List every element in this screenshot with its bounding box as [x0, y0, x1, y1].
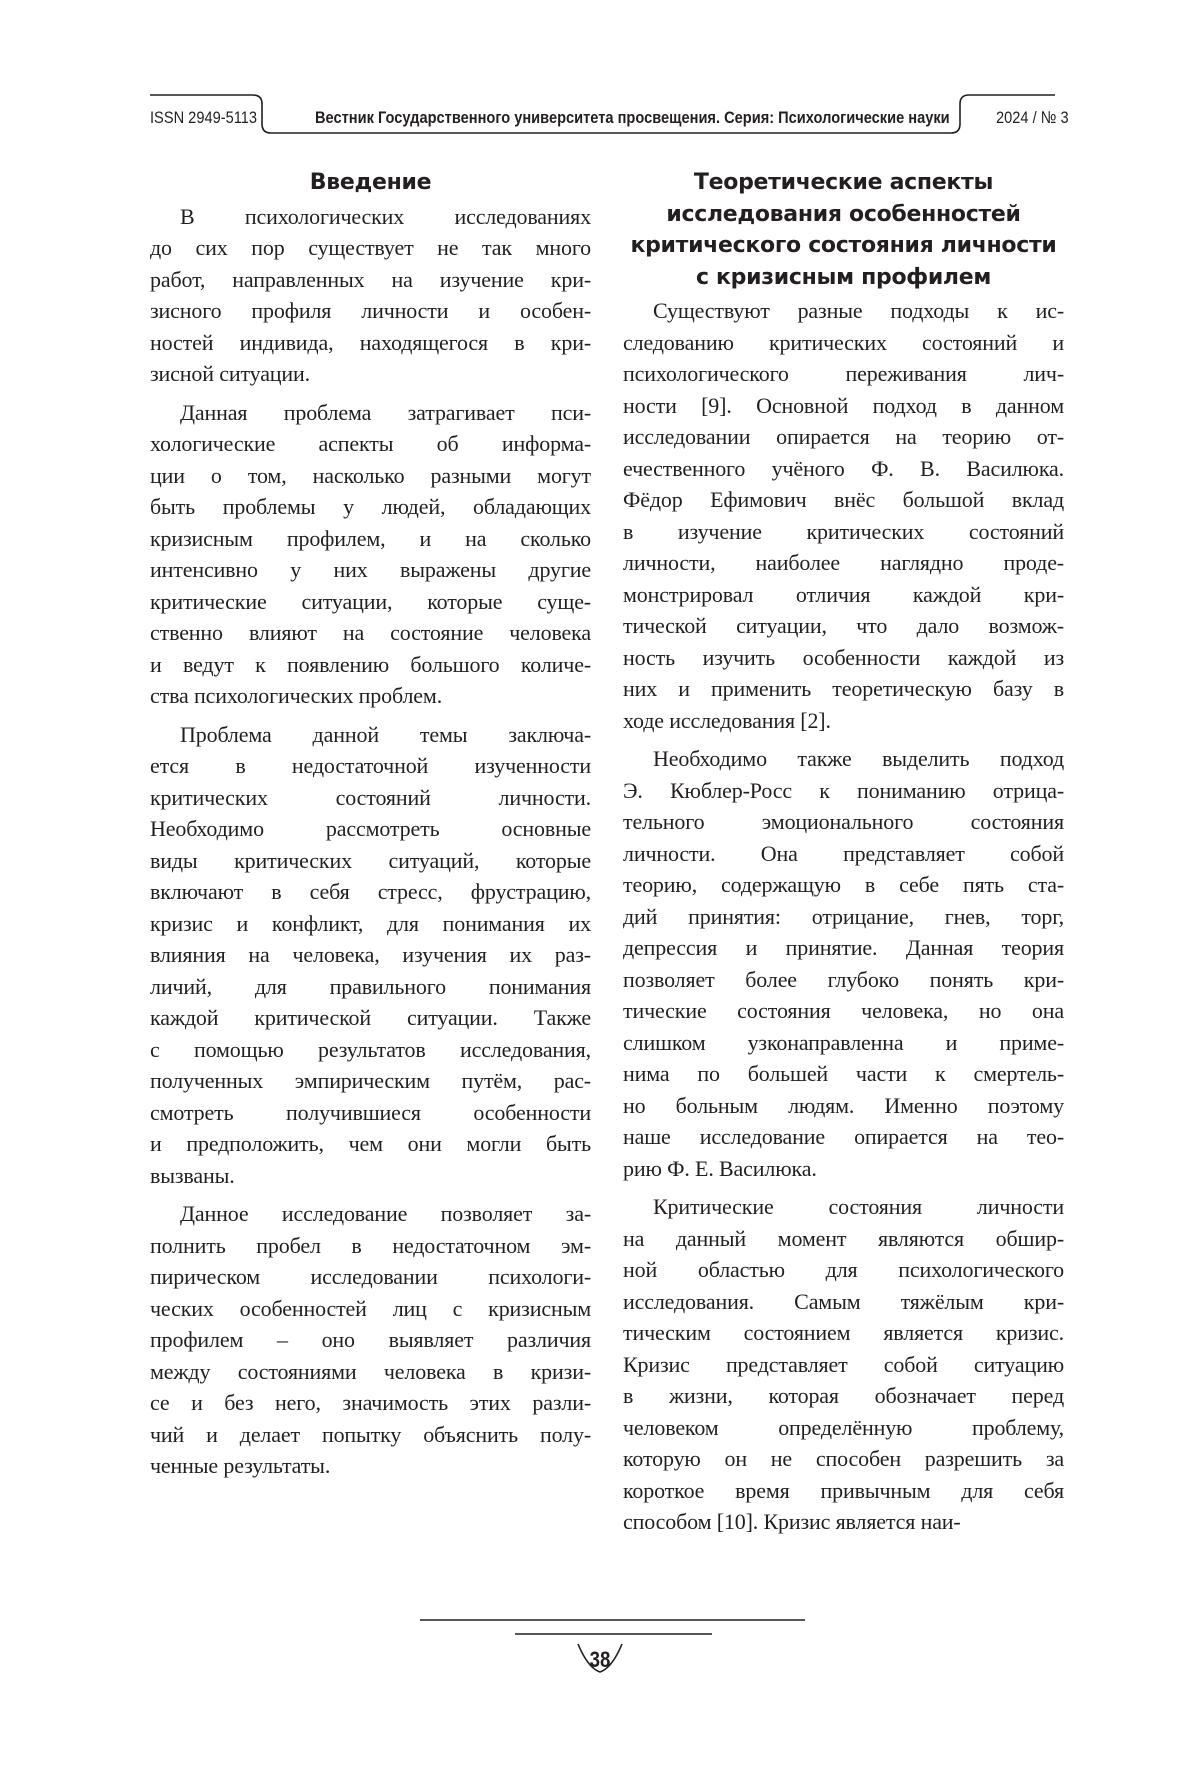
text-line: тическим состоянием является кризис. [623, 1320, 1064, 1345]
heading-line: Теоретические аспекты [693, 170, 994, 195]
text-line: виды критических ситуаций, которые [150, 847, 591, 873]
text-line: кризисным профилем, и на сколько [150, 525, 591, 551]
section-heading-theory [623, 167, 1064, 293]
text-line: короткое время привычным для себя [623, 1477, 1064, 1503]
text-line: с помощью результатов исследования, [150, 1036, 591, 1062]
text-line: ции о том, насколько разными могут [150, 462, 591, 488]
text-line: и ведут к появлению большого количе- [150, 651, 591, 677]
running-header [0, 0, 1200, 160]
text-line: критических состояний личности. [150, 784, 591, 810]
text-line: Необходимо также выделить подход [653, 746, 1064, 771]
text-line: которую он не способен разрешить за [623, 1446, 1064, 1471]
text-line: полнить пробел в недостаточном эм- [150, 1232, 591, 1258]
text-line: пирическом исследовании психологи- [150, 1264, 591, 1289]
right-body [623, 295, 1064, 1538]
text-line: до сих пор существует не так много [150, 235, 591, 260]
section-heading-introduction: Введение [309, 170, 432, 195]
heading-line: критического состояния личности [630, 233, 1057, 258]
text-line: ческих особенностей лиц с кризисным [150, 1295, 591, 1321]
text-line: Проблема данной темы заключа- [180, 721, 591, 747]
paragraph [623, 295, 1064, 736]
text-line: ной областью для психологического [623, 1257, 1064, 1282]
text-line: следованию критических состояний и [623, 329, 1064, 355]
text-line: монстрировал отличия каждой кри- [623, 581, 1064, 607]
text-line: В психологических исследованиях [180, 203, 591, 229]
text-line: полученных эмпирическим путём, рас- [150, 1068, 591, 1093]
heading-line: с кризисным профилем [695, 264, 992, 290]
text-line: ченные результаты. [150, 1453, 331, 1478]
text-line: ства психологических проблем. [150, 683, 443, 708]
text-line: зисного профиля личности и особен- [150, 298, 591, 323]
text-line: кризис и конфликт, для понимания их [150, 910, 591, 936]
text-line: Критические состояния личности [653, 1194, 1064, 1219]
text-line: интенсивно у них выражены другие [150, 557, 591, 582]
text-line: способом [10]. Кризис является наи- [623, 1509, 961, 1534]
text-line: се и без него, значимость этих разли- [150, 1390, 591, 1415]
text-line: ходе исследования [2]. [623, 707, 831, 733]
text-line: чий и делает попытку объяснить полу- [150, 1421, 591, 1447]
text-line: ность изучить особенности каждой из [623, 644, 1064, 670]
paragraph [623, 1191, 1064, 1538]
text-line: Э. Кюблер-Росс к пониманию отрица- [623, 777, 1064, 803]
text-line: зисной ситуации. [150, 361, 311, 386]
text-line: включают в себя стресс, фрустрацию, [150, 879, 591, 904]
text-line: профилем – оно выявляет различия [150, 1327, 591, 1352]
issn-label: ISSN 2949-5113 [150, 108, 258, 127]
text-line: ностей индивида, находящегося в кри- [150, 329, 591, 355]
text-line: ности [9]. Основной подход в данном [623, 392, 1064, 418]
text-line: тические состояния человека, но она [623, 998, 1064, 1023]
paragraph [150, 719, 591, 1192]
right-column [623, 167, 1064, 1545]
text-line: влияния на человека, изучения их раз- [150, 942, 591, 967]
text-line: слишком узконаправленна и приме- [623, 1029, 1064, 1055]
text-line: вызваны. [150, 1162, 235, 1188]
header-rule-graphic [0, 0, 1200, 160]
text-line: хологические аспекты об информа- [150, 431, 591, 456]
paragraph [623, 743, 1064, 1184]
text-line: но больным людям. Именно поэтому [623, 1092, 1064, 1118]
left-body [150, 201, 591, 1482]
text-line: ечественного учёного Ф. В. Василюка. [623, 455, 1064, 481]
text-line: личности, наиболее наглядно проде- [623, 550, 1064, 575]
text-line: психологического переживания лич- [623, 361, 1064, 386]
heading-line: исследования особенностей [666, 201, 1021, 227]
text-line: каждой критической ситуации. Также [150, 1005, 591, 1030]
journal-title: Вестник Государственного университета просвещения. Серия: Психологические науки [315, 108, 950, 127]
text-line: между состояниями человека в кризи- [150, 1358, 591, 1384]
paragraph [150, 397, 591, 712]
text-line: Существуют разные подходы к ис- [653, 298, 1064, 323]
issue-label: 2024 / № 3 [996, 108, 1069, 127]
text-line: на данный момент являются обшир- [623, 1225, 1064, 1251]
paragraph [150, 201, 591, 390]
text-line: Данная проблема затрагивает пси- [180, 399, 591, 425]
paragraph [150, 1198, 591, 1482]
text-line: Данное исследование позволяет за- [180, 1201, 591, 1226]
text-line: личий, для правильного понимания [150, 973, 591, 999]
text-line: ется в недостаточной изученности [150, 753, 591, 778]
text-line: в изучение критических состояний [623, 518, 1064, 544]
text-line: тельного эмоционального состояния [623, 809, 1064, 834]
text-line: человеком определённую проблему, [623, 1414, 1064, 1440]
text-line: них и применить теоретическую базу в [623, 676, 1064, 701]
text-line: ственно влияют на состояние человека [150, 620, 591, 645]
text-line: наше исследование опирается на тео- [623, 1124, 1064, 1149]
text-line: рию Ф. Е. Василюка. [623, 1155, 817, 1181]
text-line: работ, направленных на изучение кри- [150, 266, 591, 292]
text-line: исследования. Самым тяжёлым кри- [623, 1288, 1064, 1314]
text-line: нима по большей части к смертель- [623, 1061, 1064, 1086]
text-line: позволяет более глубоко понять кри- [623, 966, 1064, 992]
text-line: теорию, содержащую в себе пять ста- [623, 872, 1064, 897]
text-line: Необходимо рассмотреть основные [150, 816, 591, 841]
text-line: смотреть получившиеся особенности [150, 1099, 591, 1125]
text-line: и предположить, чем они могли быть [150, 1131, 591, 1156]
text-line: дий принятия: отрицание, гнев, торг, [623, 903, 1064, 929]
text-line: тической ситуации, что дало возмож- [623, 613, 1064, 638]
text-line: Кризис представляет собой ситуацию [623, 1351, 1064, 1377]
page-number: 38 [589, 1647, 611, 1672]
text-line: критические ситуации, которые суще- [150, 588, 591, 614]
text-line: в жизни, которая обозначает перед [623, 1383, 1064, 1408]
left-column [150, 167, 591, 1489]
page-footer [0, 1590, 1200, 1710]
text-line: депрессия и принятие. Данная теория [623, 935, 1064, 960]
text-line: быть проблемы у людей, обладающих [150, 494, 591, 519]
text-line: личности. Она представляет собой [623, 840, 1064, 866]
text-line: Фёдор Ефимович внёс большой вклад [623, 487, 1064, 512]
text-line: исследовании опирается на теорию от- [623, 424, 1064, 449]
